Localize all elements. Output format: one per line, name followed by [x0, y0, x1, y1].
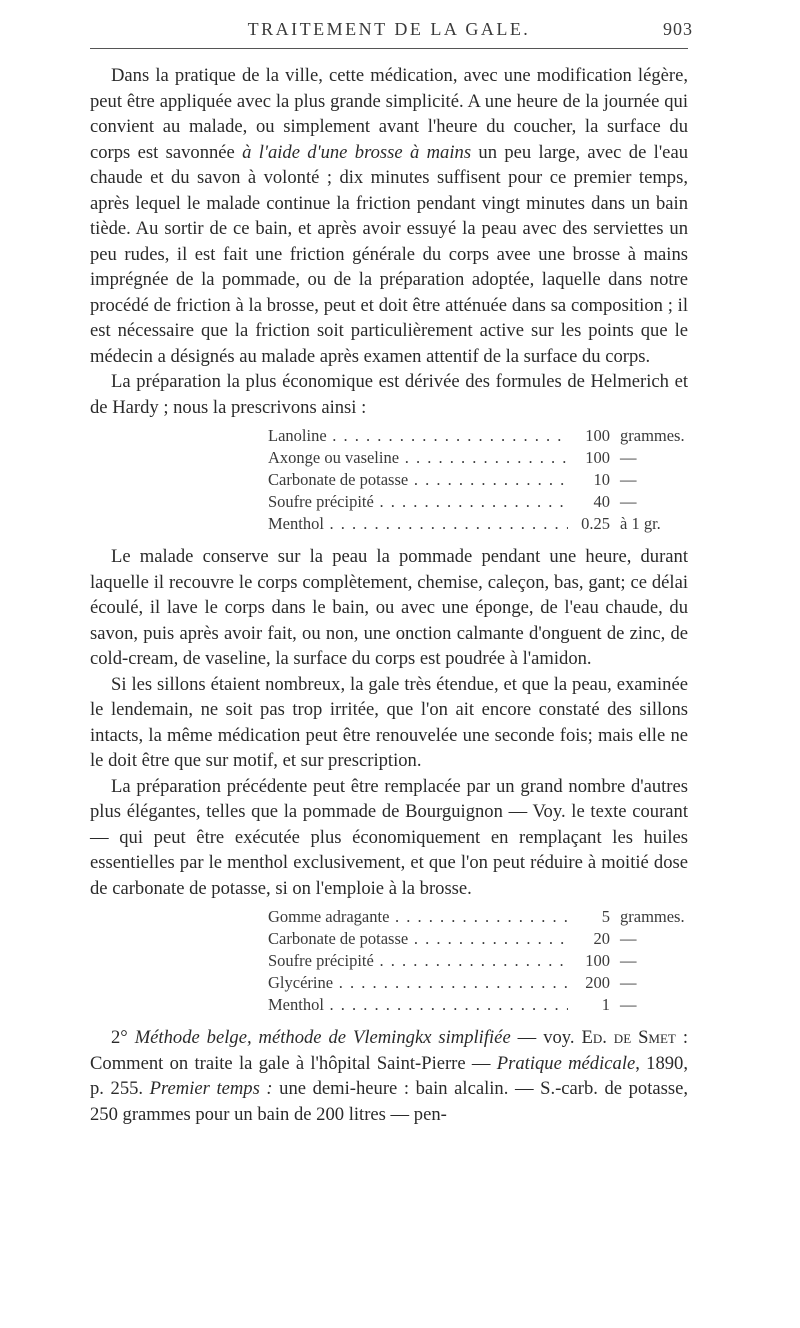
header-rule — [90, 48, 688, 49]
ingredient-name: Soufre précipité . . . — [268, 951, 568, 970]
ingredient-quantity: 0.25 — [581, 514, 610, 533]
recipe-row — [268, 491, 688, 513]
ingredient-unit: — — [620, 973, 637, 992]
running-header — [90, 14, 693, 44]
recipe-row — [268, 928, 688, 950]
paragraph-4: Si les sillons étaient nombreux, la gale très étendue, et que la peau, examinée le lendemain, ne soit pas trop irritée, que l'on ait encore constaté des sillons intacts, la même médication peut être renouvelée une seconde fois; mais elle ne le doit être que sur motif, et sur prescription. — [90, 673, 688, 771]
recipe-row — [268, 950, 688, 972]
ingredient-name: Menthol . . . — [268, 995, 568, 1014]
ingredient-quantity: 200 — [585, 973, 610, 992]
ingredient-quantity: 40 — [593, 492, 610, 511]
recipe-row — [268, 994, 688, 1016]
journal-title: Pratique médicale — [496, 1052, 636, 1074]
ingredient-name: Carbonate de potasse . . . — [268, 470, 568, 489]
paragraph-2: La préparation la plus économique est dérivée des formules de Helmerich et de Hardy ; nous la prescrivons ainsi : — [90, 371, 688, 418]
recipe-row — [268, 447, 688, 469]
ingredient-quantity: 1 — [601, 995, 610, 1014]
ingredient-name: Gomme adragante . . . — [268, 907, 568, 926]
paragraph-5: La préparation précédente peut être remplacée par un grand nombre d'autres plus élégantes, telles que la pommade de Bourguignon — Voy. le texte courant — qui peut être exécutée plus économiquement en remplaçant les huiles essentielles par le menthol exclusivement, et que l'on peut réduire à moitié dose de carbonate de potasse, si on l'emploie à la brosse. — [90, 775, 688, 899]
ingredient-unit: — — [620, 995, 637, 1014]
recipe-row — [268, 469, 688, 491]
ingredient-name: Glycérine . . . — [268, 973, 568, 992]
author-name: Ed. de Smet — [581, 1027, 676, 1048]
ingredient-quantity: 20 — [593, 929, 610, 948]
paragraph-6: 2° Méthode belge, méthode de Vlemingkx simplifiée — voy. Ed. de Smet : Comment on traite la gale à l'hôpital Saint-Pierre — Pratique médicale, 1890, p. 255. Premier temps : une demi-heure : bain alcalin. — S.-carb. de potasse, 250 grammes pour un bain de 200 litres — pen- — [90, 1027, 689, 1125]
ingredient-unit: — — [620, 448, 637, 467]
paragraph-1: Dans la pratique de la ville, cette médication, avec une modification légère, peut être appliquée avec la plus grande simplicité. A une heure de la journée qui convient au malade, ou simplement avant l'heure du coucher, la surface du corps est savonnée à l'aide d'une brosse à mains un peu large, avec de l'eau chaude et du savon à volonté ; dix minutes suffisent pour ce premier temps, après lequel le malade continue la friction pendant vingt minutes dans un bain tiède. Au sortir de ce bain, et après avoir essuyé la peau avec des serviettes un peu rudes, il est fait une friction générale du corps avee une brosse à mains imprégnée de la pommade, ou de la préparation adoptée, laquelle dans notre procédé de friction à la brosse, peut et doit être atténuée dans sa composition ; il est nécessaire que la friction soit particulièrement active sur les points que le médecin a désignés au malade après examen attentif de la surface du corps. — [90, 65, 688, 367]
recipe-row — [268, 972, 688, 994]
ingredient-quantity: 10 — [593, 470, 610, 489]
recipe-2 — [90, 906, 688, 1016]
chapter-title: TRAITEMENT DE LA GALE. — [247, 19, 531, 39]
ingredient-name: Lanoline . . . — [268, 426, 568, 445]
recipe-row — [268, 425, 688, 447]
recipe-row — [268, 906, 688, 928]
ingredient-unit: — — [620, 951, 637, 970]
ingredient-unit: à 1 gr. — [620, 514, 661, 533]
ingredient-name: Axonge ou vaseline . . . — [268, 448, 568, 467]
ingredient-quantity: 100 — [585, 426, 610, 445]
ingredient-quantity: 5 — [601, 907, 610, 926]
ingredient-unit: grammes. — [620, 907, 685, 926]
ingredient-unit: — — [620, 929, 637, 948]
ingredient-quantity: 100 — [585, 951, 610, 970]
paragraph-3: Le malade conserve sur la peau la pommade pendant une heure, durant laquelle il recouvre le corps complètement, chemise, caleçon, bas, gant; ce délai écoulé, il lave le corps dans le bain, ou avec une éponge, de l'eau chaude, du savon, puis après avoir fait, ou non, une onction calmante d'onguent de zinc, de cold-cream, de vaseline, la surface du corps est poudrée à l'amidon. — [90, 546, 688, 669]
ingredient-name: Soufre précipité . . . — [268, 492, 568, 511]
ingredient-unit: — — [620, 492, 637, 511]
ingredient-name: Menthol . . . — [268, 514, 568, 533]
ingredient-name: Carbonate de potasse . . . — [268, 929, 568, 948]
ingredient-quantity: 100 — [585, 448, 610, 467]
ingredient-unit: grammes. — [620, 426, 685, 445]
page-number: 903 — [663, 19, 693, 39]
recipe-1 — [90, 425, 688, 535]
recipe-row — [268, 513, 688, 535]
ingredient-unit: — — [620, 470, 637, 489]
